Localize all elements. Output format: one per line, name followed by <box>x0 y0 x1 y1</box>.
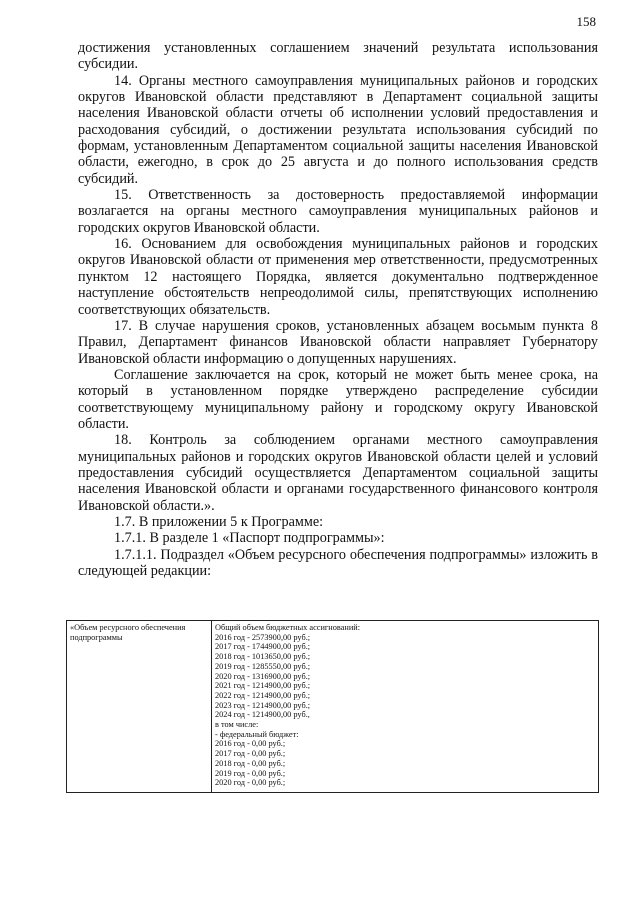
table-label-line: подпрограммы <box>70 632 123 642</box>
paragraph-item-18: 18. Контроль за соблюдением органами местного самоуправления муниципальных районов и городских округов Ивановской области целей и условий предоставления субсидий осуществляется Департаментом социальной защиты населения Ивановской области и органами государственного финансового контроля Ивановской области.». <box>78 432 598 514</box>
table-value-line: 2016 год - 2573900,00 руб.; <box>215 632 311 642</box>
table-value-line: - федеральный бюджет: <box>215 729 299 739</box>
table-value-line: 2021 год - 1214900,00 руб.; <box>215 681 311 691</box>
table-value-line: 2016 год - 0,00 руб.; <box>215 739 286 749</box>
table-value-line: 2020 год - 1316900,00 руб.; <box>215 671 311 681</box>
paragraph-item-17: 17. В случае нарушения сроков, установленных абзацем восьмым пункта 8 Правил, Департамент финансов Ивановской области направляет Губернатору Ивановской области информацию о допущенных нарушениях. <box>78 317 598 367</box>
table-value-line: 2023 год - 1214900,00 руб.; <box>215 700 311 710</box>
table-value-line: 2020 год - 0,00 руб.; <box>215 778 286 788</box>
paragraph-item-16: 16. Основанием для освобождения муниципальных районов и городских округов Ивановской области от применения мер ответственности, предусмотренных пунктом 12 настоящего Порядка, является документально подтвержденное наступление обстоятельств непреодолимой силы, препятствующих исполнению соответствующих обязательств. <box>78 236 598 318</box>
table-value-cell <box>212 621 599 793</box>
paragraph-item-14: 14. Органы местного самоуправления муниципальных районов и городских округов Ивановской области представляют в Департамент социальной защиты населения Ивановской области отчеты об исполнении условий предоставления и расходования субсидий, о достижении результата использования субсидий по формам, установленным Департаментом социальной защиты населения Ивановской области, ежегодно, в срок до 25 августа и до полного использования средств субсидий. <box>78 72 598 187</box>
table-value-line: 2017 год - 1744900,00 руб.; <box>215 642 311 652</box>
paragraph-agreement-term: Соглашение заключается на срок, который не может быть менее срока, на который в установленном порядке утверждено распределение субсидии соответствующему муниципальному району и городскому округу Ивановской области. <box>78 366 598 432</box>
body-text <box>78 40 598 579</box>
paragraph-1-7-1-1: 1.7.1.1. Подраздел «Объем ресурсного обеспечения подпрограммы» изложить в следующей редакции: <box>78 546 598 579</box>
table-label-cell <box>67 621 212 793</box>
table-value-line: в том числе: <box>215 720 259 730</box>
paragraph-1-7: 1.7. В приложении 5 к Программе: <box>114 513 324 530</box>
table-value-line: 2019 год - 1285550,00 руб.; <box>215 661 311 671</box>
table-row <box>67 621 599 793</box>
paragraph-continuation: достижения установленных соглашением значений результата использования субсидии. <box>78 40 598 73</box>
table-value-line: 2024 год - 1214900,00 руб., <box>215 710 310 720</box>
table-value-line: 2019 год - 0,00 руб.; <box>215 768 286 778</box>
table-value-line: Общий объем бюджетных ассигнований: <box>215 623 361 632</box>
table-value-line: 2022 год - 1214900,00 руб.; <box>215 690 311 700</box>
table-value-line: 2018 год - 0,00 руб.; <box>215 758 286 768</box>
table-label-line: «Объем ресурсного обеспечения <box>70 623 186 632</box>
table-value-line: 2018 год - 1013650,00 руб.; <box>215 652 311 662</box>
paragraph-item-15: 15. Ответственность за достоверность предоставляемой информации возлагается на органы местного самоуправления муниципальных районов и городских округов Ивановской области. <box>78 187 598 236</box>
page-number: 158 <box>576 14 596 29</box>
paragraph-1-7-1: 1.7.1. В разделе 1 «Паспорт подпрограммы»: <box>114 530 385 547</box>
resource-table <box>66 620 599 793</box>
table-value-line: 2017 год - 0,00 руб.; <box>215 749 286 759</box>
